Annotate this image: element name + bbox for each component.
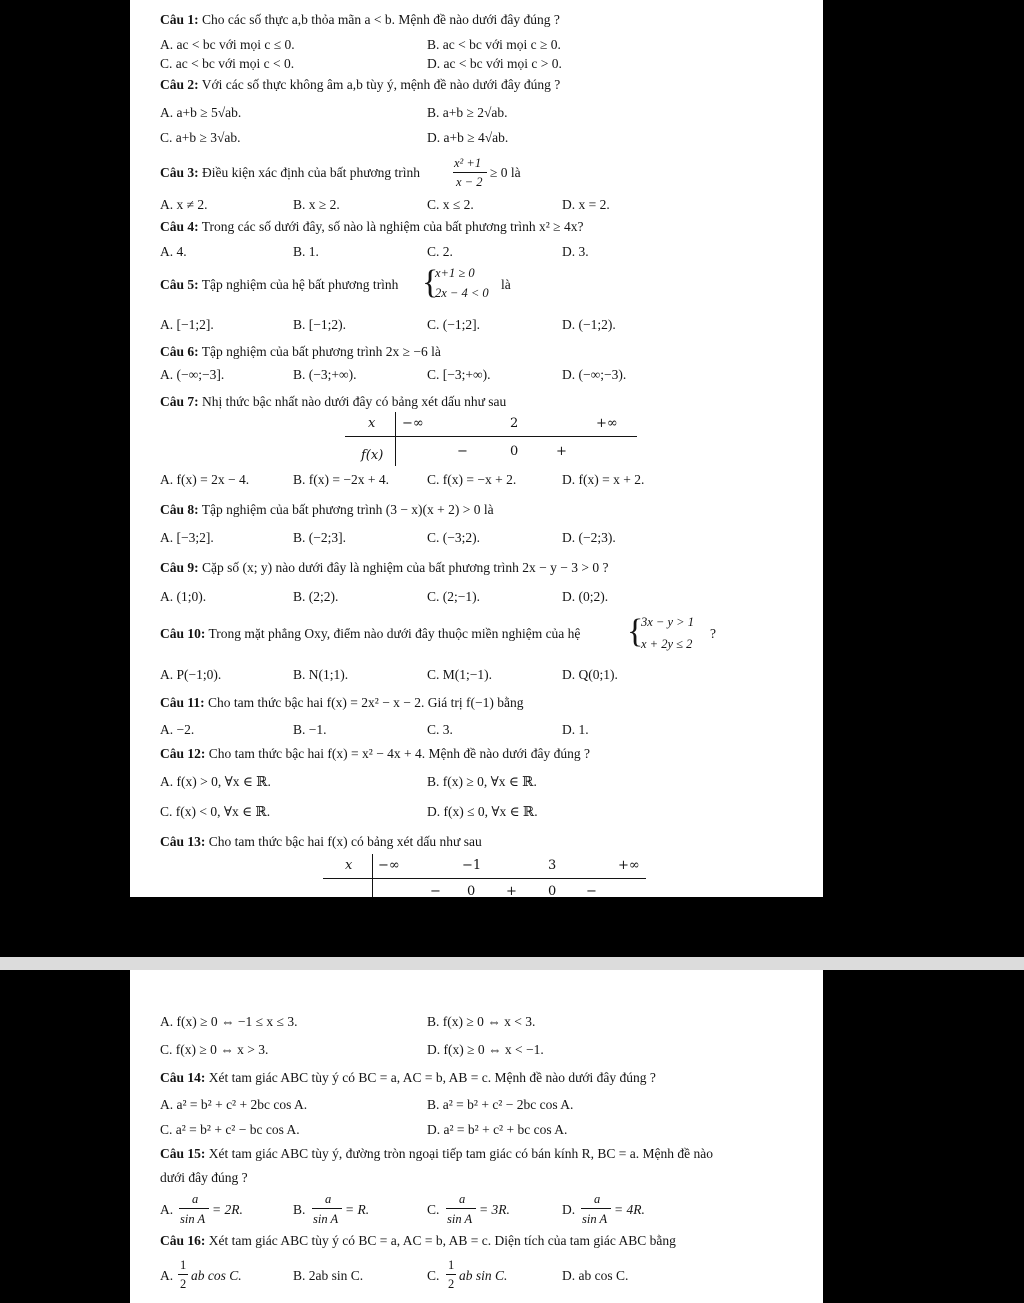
question-12: [160, 746, 590, 762]
question-label: Câu 10:: [160, 626, 206, 641]
option-d: D. (−2;3).: [562, 530, 616, 545]
fraction-bar: [179, 1208, 209, 1209]
option-c: C. (−3;2).: [427, 530, 480, 545]
option-b: B. (−3;+∞).: [293, 367, 357, 382]
option-b: B. ac < bc với mọi c ≥ 0.: [427, 37, 561, 52]
fraction-denominator: sin A: [447, 1212, 473, 1226]
option-letter: B.: [293, 1202, 306, 1217]
table-fx-label: f(x): [361, 448, 384, 463]
option-a: A. f(x) > 0, ∀x ∈ ℝ.: [160, 774, 271, 789]
fraction-numerator: 1: [448, 1258, 455, 1272]
fraction-numerator: x² +1: [454, 156, 482, 170]
question-1: [160, 12, 560, 28]
system-line-1: x+1 ≥ 0: [435, 266, 475, 280]
option-c: C. 2.: [427, 244, 453, 259]
table-sign-1: −: [430, 884, 441, 897]
option-letter: D.: [562, 1202, 576, 1217]
option-b: B. (2;2).: [293, 589, 339, 604]
table-sign-3: −: [586, 884, 597, 897]
question-6: [160, 344, 441, 360]
question-tail: là: [501, 277, 511, 292]
fraction-denominator: 2: [180, 1277, 187, 1291]
table-hline: [345, 436, 637, 437]
question-label: Câu 2:: [160, 77, 199, 92]
fraction-denominator: sin A: [313, 1212, 339, 1226]
option-letter: A.: [160, 1202, 174, 1217]
table-zero-1: 0: [467, 884, 476, 897]
question-10: [160, 626, 580, 642]
option-letter: C.: [427, 1202, 440, 1217]
option-b: B. f(x) ≥ 0, ∀x ∈ ℝ.: [427, 774, 537, 789]
option-a: A. P(−1;0).: [160, 667, 222, 682]
table-sign-right: +: [556, 444, 567, 459]
question-15-continued: dưới đây đúng ?: [160, 1170, 248, 1185]
question-4: [160, 219, 583, 235]
option-a: A. x ≠ 2.: [160, 197, 208, 212]
fraction-numerator: a: [192, 1192, 199, 1206]
option-c: C. a+b ≥ 3√ab.: [160, 130, 241, 145]
option-d: D. ab cos C.: [562, 1268, 629, 1283]
question-text: Điều kiện xác định của bất phương trình: [202, 165, 421, 180]
option-b: B. f(x) = −2x + 4.: [293, 472, 389, 487]
option-rhs: = 4R.: [614, 1202, 645, 1217]
question-text: Cho tam thức bậc hai f(x) = x² − 4x + 4. Mệnh đề nào dưới đây đúng ?: [208, 746, 590, 761]
question-text: Cặp số (x; y) nào dưới đây là nghiệm của bất phương trình 2x − y − 3 > 0 ?: [202, 560, 609, 575]
question-label: Câu 4:: [160, 219, 199, 234]
table-vline: [395, 412, 396, 466]
option-rhs: = 2R.: [212, 1202, 243, 1217]
system-line-1: 3x − y > 1: [641, 615, 694, 629]
fraction-denominator: sin A: [180, 1212, 206, 1226]
option-d: D. a+b ≥ 4√ab.: [427, 130, 509, 145]
option-c: C. 3.: [427, 722, 453, 737]
question-label: Câu 7:: [160, 394, 199, 409]
option-c: C. (2;−1).: [427, 589, 480, 604]
question-3: [160, 165, 420, 181]
option-b: B. x ≥ 2.: [293, 197, 340, 212]
question-label: Câu 16:: [160, 1233, 206, 1248]
option-rhs: = R.: [345, 1202, 370, 1217]
option-a: A. a² = b² + c² + 2bc cos A.: [160, 1097, 308, 1112]
fraction-bar: [178, 1274, 188, 1275]
option-d: D. 1.: [562, 722, 589, 737]
option-letter: A.: [160, 1268, 174, 1283]
question-label: Câu 1:: [160, 12, 199, 27]
table-neg-inf: −∞: [378, 858, 400, 873]
question-label: Câu 6:: [160, 344, 199, 359]
question-text: Trong mặt phẳng Oxy, điểm nào dưới đây thuộc miền nghiệm của hệ: [208, 626, 581, 641]
table-x-label: x: [345, 858, 353, 873]
fraction-numerator: 1: [180, 1258, 187, 1272]
fraction-bar: [446, 1208, 476, 1209]
question-11: [160, 695, 524, 711]
question-2: [160, 77, 560, 93]
question-text: Xét tam giác ABC tùy ý, đường tròn ngoại tiếp tam giác có bán kính R, BC = a. Mệnh đề nào: [208, 1146, 713, 1161]
option-d: D. f(x) ≥ 0 ⇔ x < −1.: [427, 1042, 544, 1057]
option-d: D. Q(0;1).: [562, 667, 618, 682]
fraction-bar: [581, 1208, 611, 1209]
table-point-1: −1: [462, 858, 482, 873]
table-point: 2: [510, 416, 519, 431]
option-rhs: ab cos C.: [191, 1268, 242, 1283]
question-label: Câu 8:: [160, 502, 199, 517]
option-b: B. (−2;3].: [293, 530, 346, 545]
question-label: Câu 14:: [160, 1070, 206, 1085]
table-sign-left: −: [457, 444, 468, 459]
option-c: C. f(x) = −x + 2.: [427, 472, 517, 487]
question-text: Cho các số thực a,b thỏa mãn a < b. Mệnh đề nào dưới đây đúng ?: [202, 12, 560, 27]
option-b: B. f(x) ≥ 0 ⇔ x < 3.: [427, 1014, 536, 1029]
question-text: Nhị thức bậc nhất nào dưới đây có bảng xét dấu như sau: [202, 394, 507, 409]
system-line-2: 2x − 4 < 0: [435, 286, 489, 300]
option-rhs: ab sin C.: [459, 1268, 508, 1283]
question-13: [160, 834, 482, 850]
option-a: A. a+b ≥ 5√ab.: [160, 105, 242, 120]
option-rhs: = 3R.: [479, 1202, 510, 1217]
option-a: A. ac < bc với mọi c ≤ 0.: [160, 37, 295, 52]
option-a: A. −2.: [160, 722, 195, 737]
fraction-denominator: sin A: [582, 1212, 608, 1226]
option-b: B. [−1;2).: [293, 317, 346, 332]
question-8: [160, 502, 494, 518]
option-d: D. (−1;2).: [562, 317, 616, 332]
fraction-numerator: a: [325, 1192, 332, 1206]
question-16: [160, 1233, 676, 1249]
page-separator: [0, 957, 1024, 970]
system-line-2: x + 2y ≤ 2: [641, 637, 693, 651]
question-15: [160, 1146, 713, 1162]
option-a: A. f(x) ≥ 0 ⇔ −1 ≤ x ≤ 3.: [160, 1014, 298, 1029]
option-b: B. a² = b² + c² − 2bc cos A.: [427, 1097, 574, 1112]
table-zero: 0: [510, 444, 519, 459]
question-7: [160, 394, 506, 410]
question-label: Câu 13:: [160, 834, 206, 849]
option-c: C. (−1;2].: [427, 317, 480, 332]
fraction-bar: [446, 1274, 456, 1275]
fraction-denominator: 2: [448, 1277, 455, 1291]
question-tail: ?: [710, 626, 716, 641]
fraction-denominator: x − 2: [456, 175, 483, 189]
option-c: C. x ≤ 2.: [427, 197, 474, 212]
option-c: C. a² = b² + c² − bc cos A.: [160, 1122, 300, 1137]
fraction-bar: [312, 1208, 342, 1209]
question-text: Với các số thực không âm a,b tùy ý, mệnh đề nào dưới đây đúng ?: [201, 77, 561, 92]
question-tail: ≥ 0 là: [490, 165, 521, 180]
option-d: D. x = 2.: [562, 197, 610, 212]
option-a: A. (1;0).: [160, 589, 207, 604]
option-d: D. f(x) = x + 2.: [562, 472, 645, 487]
question-text: Xét tam giác ABC tùy ý có BC = a, AC = b, AB = c. Mệnh đề nào dưới đây đúng ?: [208, 1070, 656, 1085]
question-9: [160, 560, 608, 576]
exam-page-top: [130, 0, 823, 897]
option-a: A. [−3;2].: [160, 530, 214, 545]
question-label: Câu 12:: [160, 746, 206, 761]
question-5: [160, 277, 398, 293]
option-b: B. N(1;1).: [293, 667, 349, 682]
table-sign-2: +: [506, 884, 517, 897]
exam-page-bottom: [130, 970, 823, 1303]
option-d: D. (0;2).: [562, 589, 609, 604]
table-point-2: 3: [548, 858, 557, 873]
option-a: A. (−∞;−3].: [160, 367, 225, 382]
table-pos-inf: +∞: [618, 858, 640, 873]
question-14: [160, 1070, 656, 1086]
option-d: D. (−∞;−3).: [562, 367, 627, 382]
option-letter: C.: [427, 1268, 440, 1283]
option-a: A. f(x) = 2x − 4.: [160, 472, 250, 487]
table-x-label: x: [368, 416, 376, 431]
option-c: C. [−3;+∞).: [427, 367, 491, 382]
option-b: B. a+b ≥ 2√ab.: [427, 105, 508, 120]
fraction-numerator: a: [594, 1192, 601, 1206]
system-brace-icon: {: [422, 264, 439, 301]
table-zero-2: 0: [548, 884, 557, 897]
question-label: Câu 5:: [160, 277, 199, 292]
fraction-bar: [453, 172, 487, 173]
option-c: C. f(x) ≥ 0 ⇔ x > 3.: [160, 1042, 269, 1057]
question-text: Tập nghiệm của bất phương trình (3 − x)(x + 2) > 0 là: [201, 502, 494, 517]
option-a: A. 4.: [160, 244, 187, 259]
option-c: C. M(1;−1).: [427, 667, 492, 682]
question-text: Cho tam thức bậc hai f(x) = 2x² − x − 2. Giá trị f(−1) bằng: [208, 695, 524, 710]
option-b: B. 1.: [293, 244, 319, 259]
question-text: Tập nghiệm của bất phương trình 2x ≥ −6 là: [201, 344, 441, 359]
option-d: D. ac < bc với mọi c > 0.: [427, 56, 562, 71]
question-label: Câu 3:: [160, 165, 199, 180]
question-label: Câu 9:: [160, 560, 199, 575]
question-label: Câu 11:: [160, 695, 205, 710]
option-d: D. 3.: [562, 244, 589, 259]
question-label: Câu 15:: [160, 1146, 206, 1161]
question-text: Cho tam thức bậc hai f(x) có bảng xét dấu như sau: [208, 834, 482, 849]
system-brace-icon: {: [627, 613, 644, 650]
option-a: A. [−1;2].: [160, 317, 214, 332]
question-text: Trong các số dưới đây, số nào là nghiệm của bất phương trình x² ≥ 4x?: [201, 219, 584, 234]
option-c: C. f(x) < 0, ∀x ∈ ℝ.: [160, 804, 271, 819]
option-b: B. 2ab sin C.: [293, 1268, 364, 1283]
table-neg-inf: −∞: [402, 416, 424, 431]
table-pos-inf: +∞: [596, 416, 618, 431]
table-vline: [372, 854, 373, 897]
option-d: D. a² = b² + c² + bc cos A.: [427, 1122, 568, 1137]
option-d: D. f(x) ≤ 0, ∀x ∈ ℝ.: [427, 804, 538, 819]
option-c: C. ac < bc với mọi c < 0.: [160, 56, 295, 71]
option-b: B. −1.: [293, 722, 327, 737]
question-text: Xét tam giác ABC tùy ý có BC = a, AC = b, AB = c. Diện tích của tam giác ABC bằng: [208, 1233, 676, 1248]
fraction-numerator: a: [459, 1192, 466, 1206]
question-text: Tập nghiệm của hệ bất phương trình: [201, 277, 399, 292]
